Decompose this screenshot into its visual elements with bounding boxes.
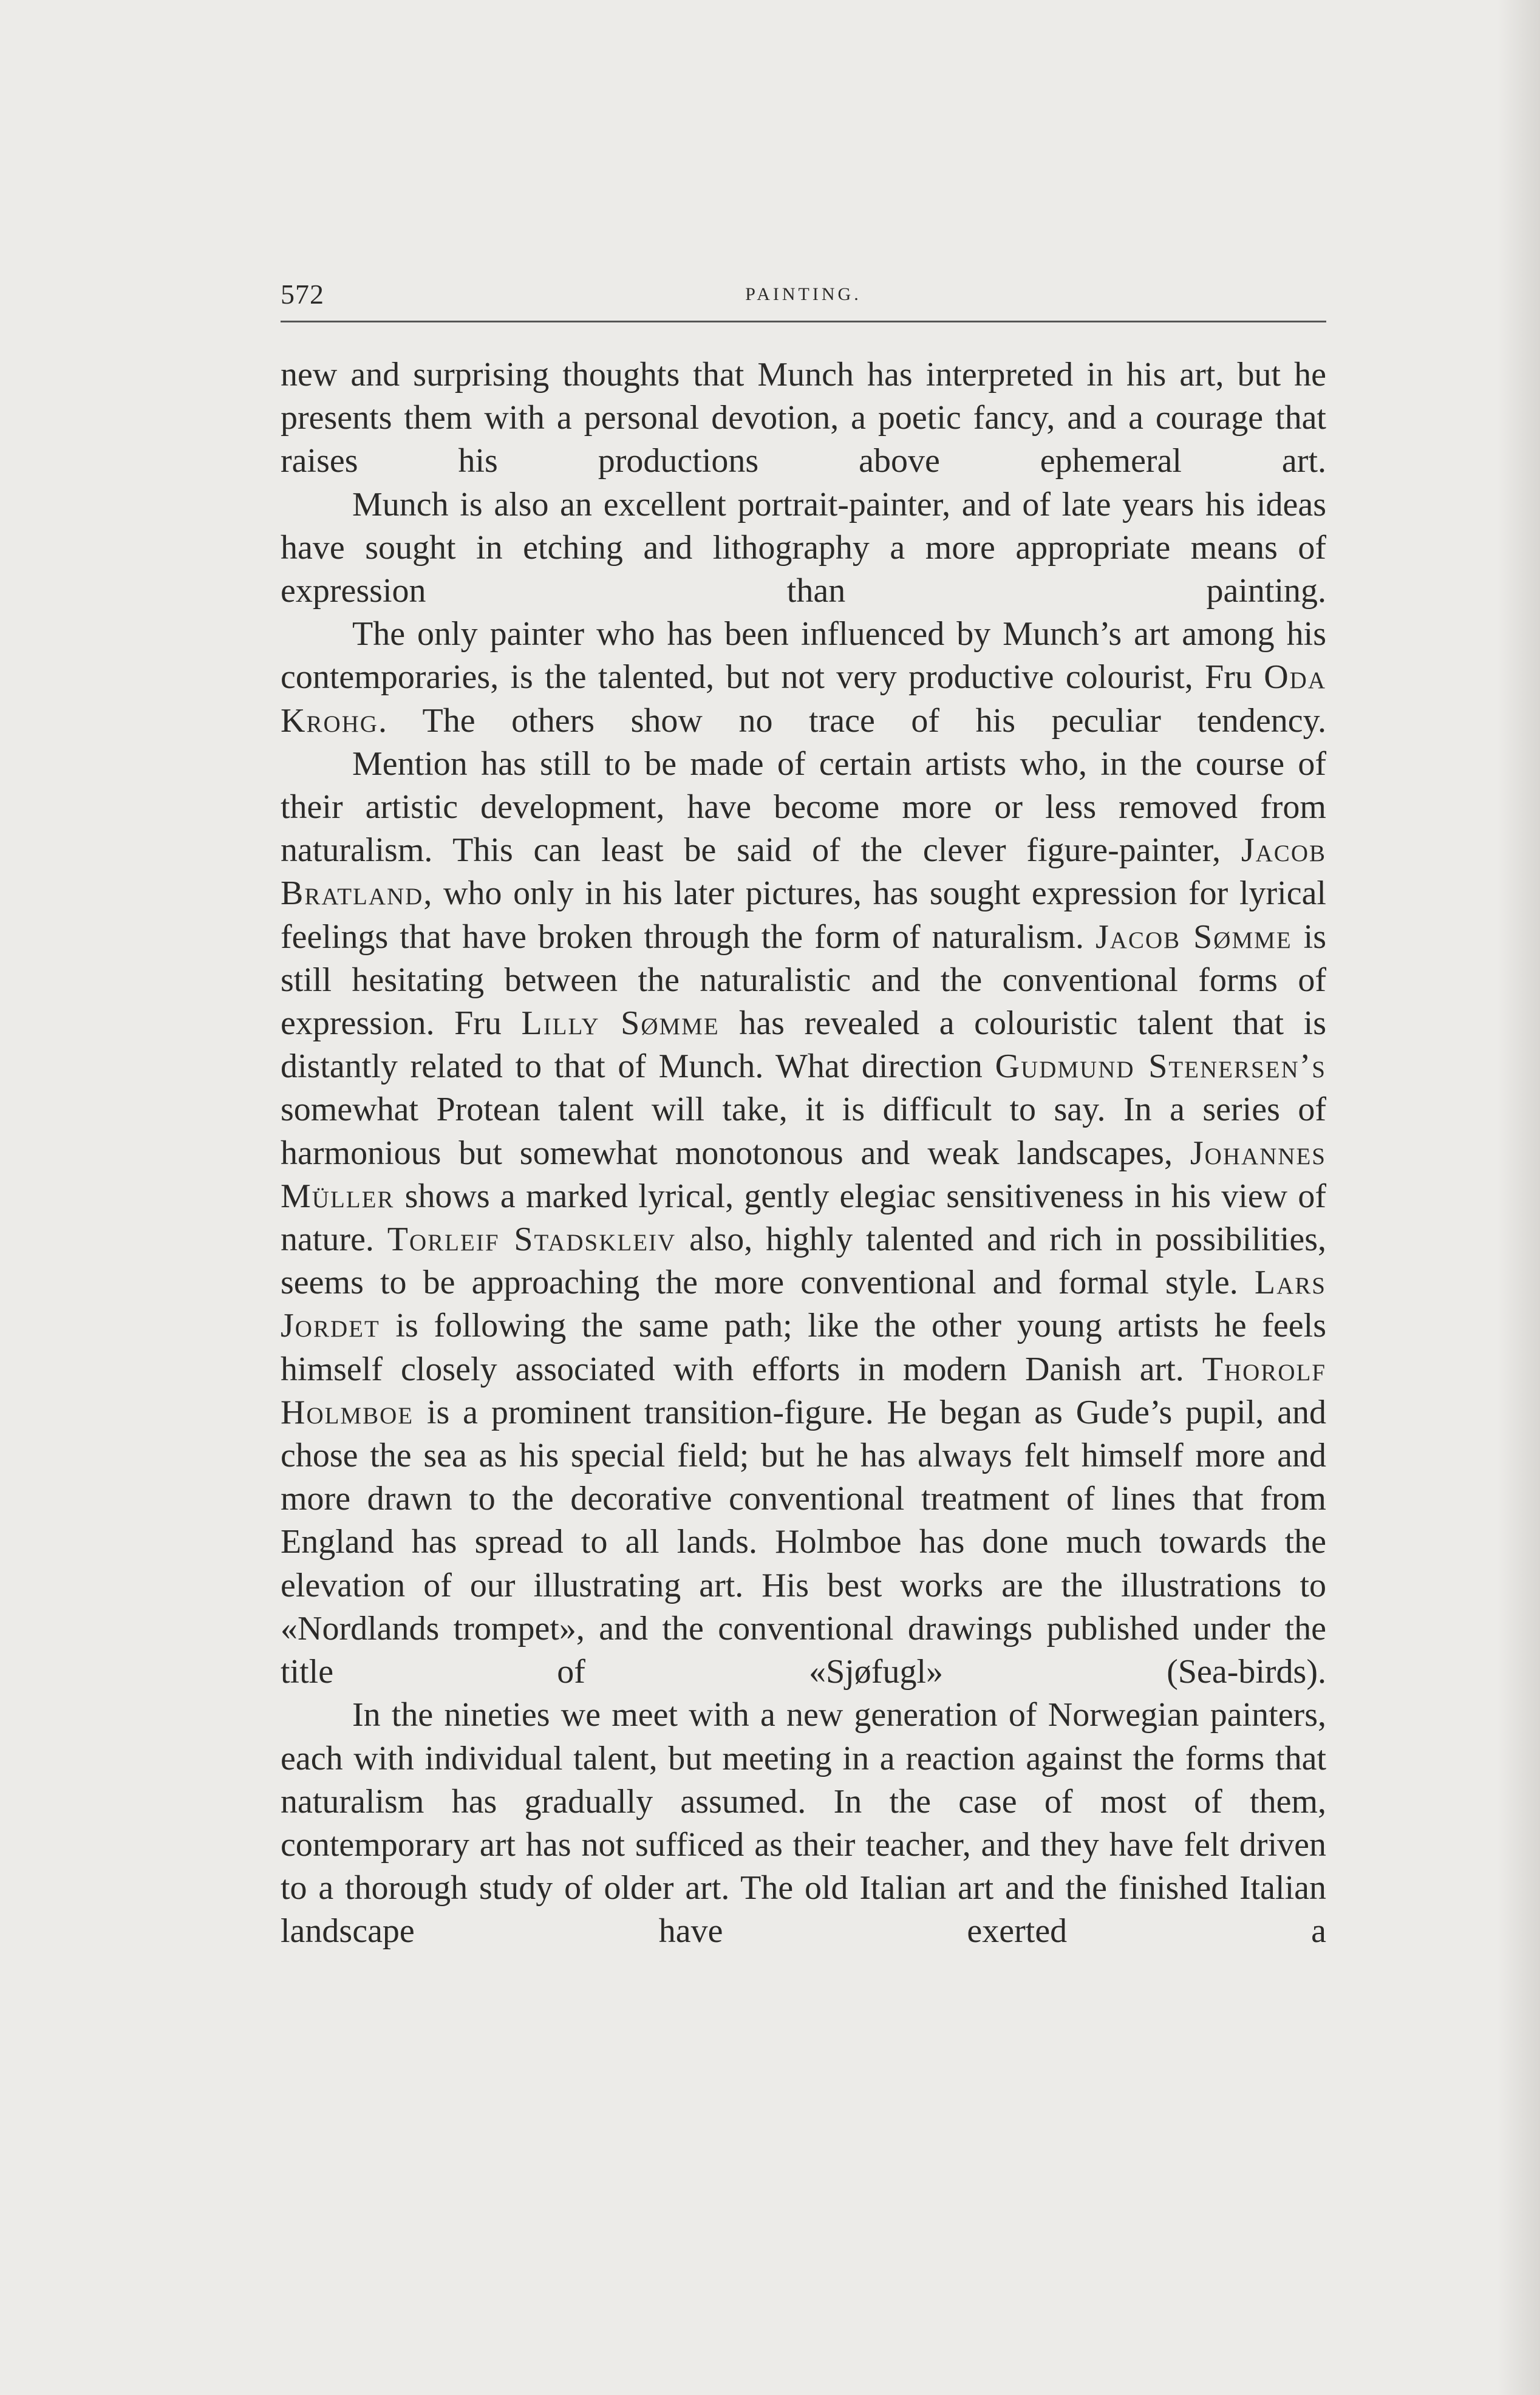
paragraph-other-artists [281,743,1326,1694]
text-run: somewhat Protean talent will take, it is difficult to say. In a series of harmonious but somewhat monotonous and weak landscapes, [281,1091,1326,1172]
text-run: has revealed a colouristic talent that is distantly related to that of Munch. What direction [281,1004,1327,1086]
body-text [281,353,1326,1954]
page-number: 572 [281,279,324,310]
artist-name-thorolf-holmboe: Thorolf Holmboe [281,1350,1326,1431]
artist-name-johannes-muller: Johannes Müller [281,1134,1326,1215]
text-run: also, highly talented and rich in possibilities, seems to be approaching the more conventional and formal style. [281,1221,1326,1302]
paragraph-munch-thoughts: new and surprising thoughts that Munch has interpreted in his art, but he presents them with a personal devotion, a poetic fancy, and a courage that raises his productions above ephemeral art. [281,356,1326,480]
text-run: shows a marked lyrical, gently elegiac sensitiveness in his view of nature. [281,1177,1326,1259]
text-run: is still hesitating between the naturalistic and the conventional forms of expression. Fru [281,918,1326,1043]
artist-name-jacob-somme: Jacob Sømme [1095,918,1292,956]
paragraph-nineties: In the nineties we meet with a new generation of Norwegian painters, each with individual talent, but meeting in a reaction against the forms that naturalism has gradually assumed. In the case of most of them, contemporary art has not sufficed as their teacher, and they have felt driven to a thorough study of older art. The old Italian art and the finished Italian landscape have exerted a [281,1696,1326,1950]
text-run: , who only in his later pictures, has sought expression for lyrical feelings that have broken through the form of naturalism. [281,874,1326,956]
paragraph-influence [281,613,1326,743]
text-run: is a prominent transition-figure. He began as Gude’s pupil, and chose the sea as his special field; but he has always felt himself more and more drawn to the decorative conventional treatment of lines that from England has spread to all lands. Holmboe has done much towards the elevation of our illustrating art. His best works are the illustrations to «Nordlands trompet», and the conventional drawings published under the title of «Sjøfugl» (Sea-birds). [281,1393,1326,1691]
artist-name-torleif-stadskleiv: Torleif Stadskleiv [387,1221,676,1259]
text-run: Mention has still to be made of certain artists who, in the course of their artistic development, have become more or less removed from naturalism. This can least be said of the clever figure-painter, [281,744,1326,870]
artist-name-lilly-somme: Lilly Sømme [521,1004,720,1043]
running-head [281,272,1326,322]
artist-name-lars-jordet: Lars Jordet [281,1264,1326,1345]
artist-name-jacob-bratland: Jacob Bratland [281,831,1326,913]
text-run: . The others show no trace of his peculiar tendency. [378,701,1326,740]
text-run: The only painter who has been influenced by Munch’s art among his contemporaries, is the talented, but not very productive colourist, Fru [281,615,1326,697]
artist-name-oda-krohg: Oda Krohg [281,658,1326,740]
text-run: is following the same path; like the other young artists he feels himself closely associated with efforts in modern Danish art. [281,1307,1326,1388]
paragraph-munch-portrait: Munch is also an excellent portrait-painter, and of late years his ideas have sought in etching and lithography a more appropriate means of expression than painting. [281,485,1326,610]
artist-name-gudmund-stenersen: Gudmund Stenersen’s [995,1048,1326,1086]
page-edge-shadow [1497,0,1540,2395]
section-title: PAINTING. [745,284,862,304]
